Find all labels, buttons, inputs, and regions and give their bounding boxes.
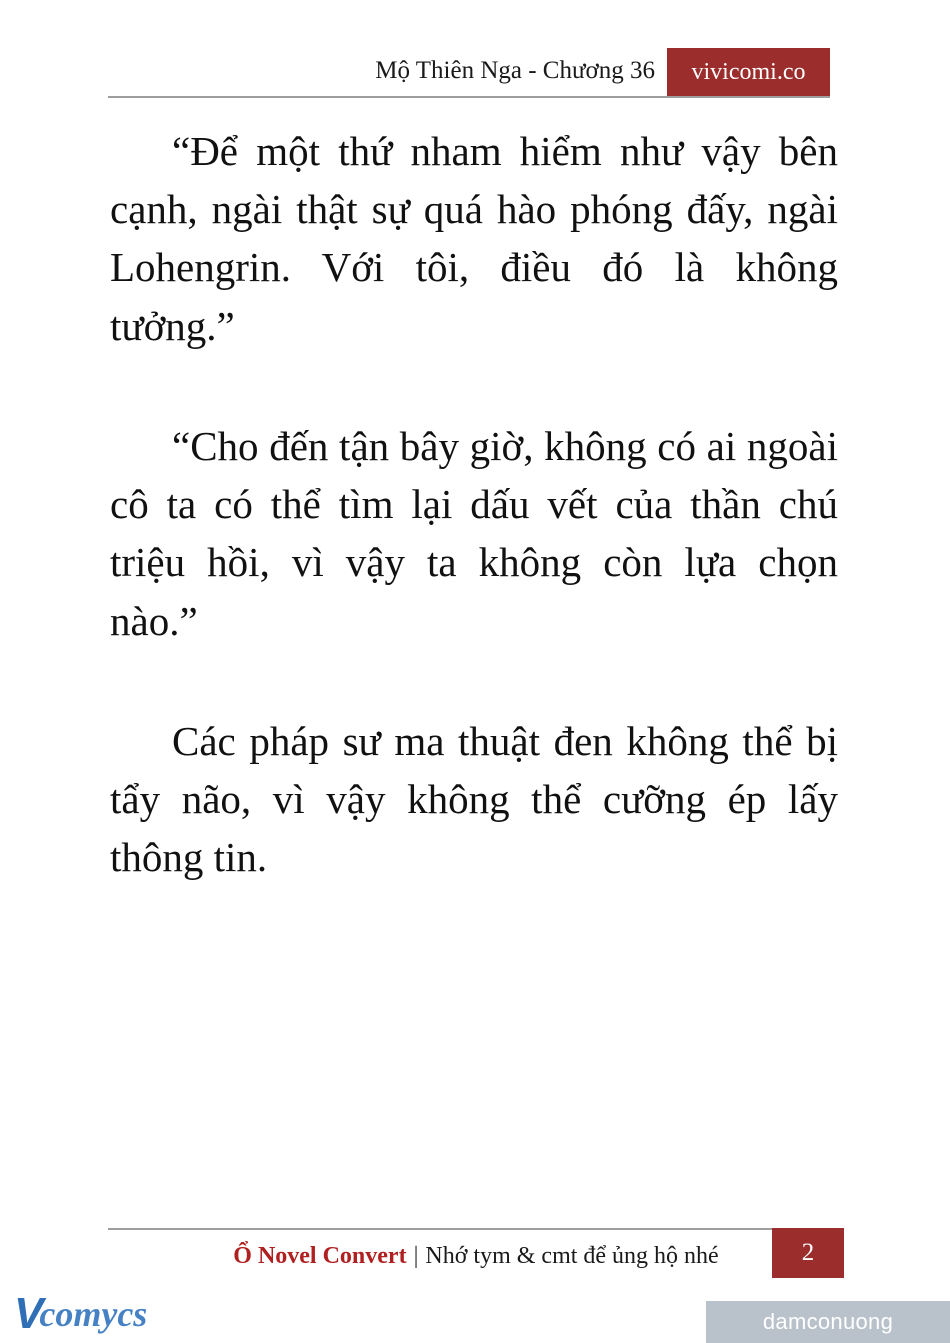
footer-credit [108, 1234, 844, 1278]
vcomycs-logo-icon [14, 1291, 184, 1337]
bottom-right-watermark [706, 1301, 950, 1343]
watermark-text: damconuong [762, 1309, 894, 1334]
header-divider [108, 96, 830, 98]
site-badge: vivicomi.co [667, 48, 830, 96]
page-footer [108, 1228, 844, 1278]
paragraph: “Cho đến tận bây giờ, không có ai ngoài cô ta có thể tìm lại dấu vết của thần chú triệu hồi, vì vậy ta không còn lựa chọn nào.” [110, 422, 838, 644]
footer-separator: | [413, 1242, 419, 1269]
paragraph: “Để một thứ nham hiểm như vậy bên cạnh, ngài thật sự quá hào phóng đấy, ngài Lohengrin. Với tôi, điều đó là không tưởng.” [110, 128, 838, 349]
paragraph: Các pháp sư ma thuật đen không thể bị tẩy não, vì vậy không thể cưỡng ép lấy thông tin. [110, 717, 838, 881]
page-header [108, 53, 830, 97]
footer-note: Nhớ tym & cmt để ủng hộ nhé [425, 1242, 719, 1269]
logo-letter: V [14, 1289, 44, 1338]
page-number: 2 [772, 1228, 844, 1278]
footer-divider [108, 1228, 844, 1230]
logo-text: comycs [39, 1294, 148, 1334]
page-content [110, 122, 838, 886]
footer-brand: Ổ Novel Convert [233, 1242, 407, 1269]
chapter-title: Mộ Thiên Nga - Chương 36 [375, 57, 655, 84]
watermark-bar [0, 1287, 950, 1343]
